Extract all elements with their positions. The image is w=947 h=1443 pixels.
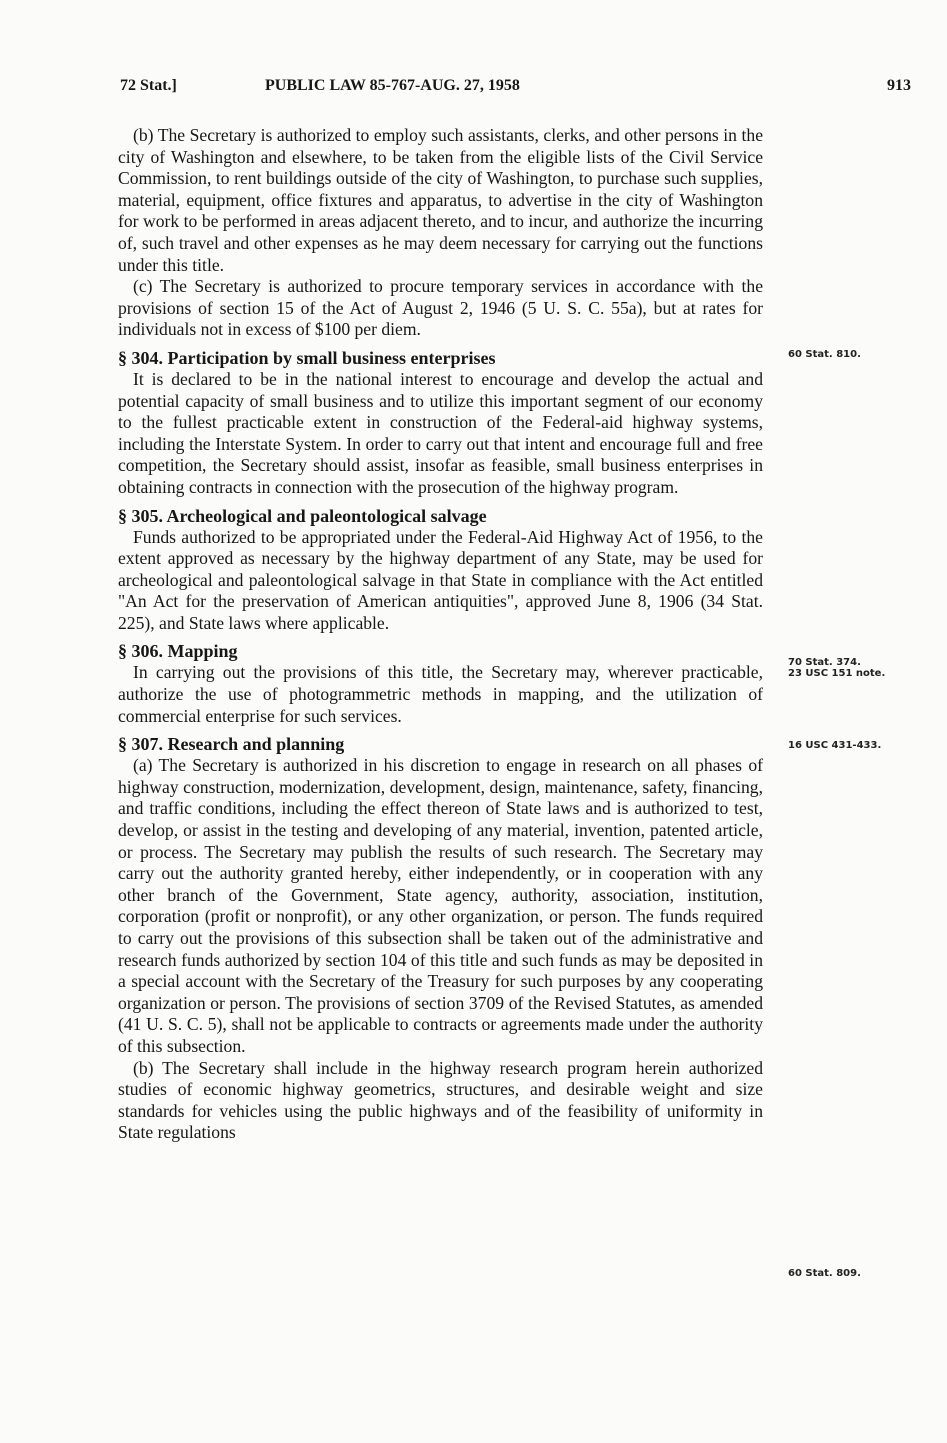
paragraph-305: Funds authorized to be appropriated under the Federal-Aid Highway Act of 1956, to the extent approved as necessary by the highway department of any State, may be used for archeological and paleontological salvage in that State in compliance with the Act entitled "An Act for the preservation of American antiquities", approved June 8, 1906 (34 Stat. 225), and State laws where applicable. <box>118 526 763 633</box>
section-307-heading: § 307. Research and planning <box>118 734 345 755</box>
section-305-heading: § 305. Archeological and paleontological salvage <box>118 505 487 526</box>
paragraph-304: It is declared to be in the national interest to encourage and develop the actual and potential capacity of small business and to utilize this important segment of our economy to the fullest practicable extent in construction of the Federal-aid highway systems, including the Interstate System. In order to carry out that intent and encourage full and free competition, the Secretary should assist, insofar as feasible, small business enterprises in obtaining contracts in connection with the prosecution of the highway program. <box>118 368 763 497</box>
margin-note-70-stat-374: 70 Stat. 374. <box>788 657 861 668</box>
section-304-heading: § 304. Participation by small business enterprises <box>118 347 496 368</box>
paragraph-307b: (b) The Secretary shall include in the highway research program herein authorized studies of economic highway geometrics, structures, and desirable weight and size standards for vehicles using the public highways and of the feasibility of uniformity in State regulations <box>118 1057 763 1143</box>
paragraph-307a: (a) The Secretary is authorized in his discretion to engage in research on all phases of highway construction, modernization, development, design, maintenance, safety, financing, and traffic conditions, including the effect thereon of State laws and is authorized to test, develop, or assist in the testing and developing of any material, invention, patented article, or process. The Secretary may publish the results of such research. The Secretary may carry out the authority granted hereby, either independently, or in cooperation with any other branch of the Government, State agency, authority, association, institution, corporation (profit or nonprofit), or any other organization, or person. The funds required to carry out the provisions of this subsection shall be taken out of the administrative and research funds authorized by section 104 of this title and such funds as may be deposited in a special account with the Secretary of the Treasury for such purposes by any cooperating organization or person. The provisions of section 3709 of the Revised Statutes, as amended (41 U. S. C. 5), shall not be applicable to contracts or agreements made under the authority of this subsection. <box>118 755 763 1056</box>
law-title: PUBLIC LAW 85-767-AUG. 27, 1958 <box>265 77 520 94</box>
margin-note-23-usc-151: 23 USC 151 note. <box>788 668 886 679</box>
paragraph-303b: (b) The Secretary is authorized to employ such assistants, clerks, and other persons in the city of Washington and elsewhere, to be taken from the eligible lists of the Civil Service Commission, to rent buildings outside of the city of Washington, to purchase such supplies, material, equipment, office fixtures and apparatus, to advertise in the city of Washington for work to be performed in areas adjacent thereto, and to incur, and authorize the incurring of, such travel and other expenses as he may deem necessary for carrying out the functions under this title. <box>118 125 763 275</box>
page-number: 913 <box>887 77 911 94</box>
section-306-heading: § 306. Mapping <box>118 641 238 662</box>
margin-note-16-usc-431: 16 USC 431-433. <box>788 740 882 751</box>
margin-note-60-stat-810: 60 Stat. 810. <box>788 349 861 360</box>
volume-reference: 72 Stat.] <box>120 77 177 94</box>
running-header <box>120 77 911 101</box>
margin-note-60-stat-809: 60 Stat. 809. <box>788 1268 861 1279</box>
paragraph-303c: (c) The Secretary is authorized to procure temporary services in accordance with the provisions of section 15 of the Act of August 2, 1946 (5 U. S. C. 55a), but at rates for individuals not in excess of $100 per diem. <box>118 276 763 340</box>
paragraph-306: In carrying out the provisions of this title, the Secretary may, wherever practicable, authorize the use of photogrammetric methods in mapping, and the utilization of commercial enterprise for such services. <box>118 662 763 726</box>
page-body <box>118 125 763 1144</box>
